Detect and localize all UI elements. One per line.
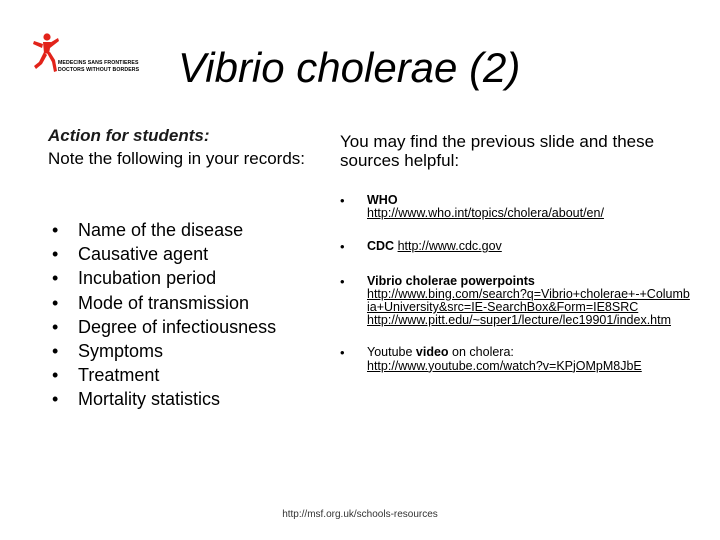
source-label: Vibrio cholerae powerpoints (367, 273, 535, 288)
source-label: WHO (367, 193, 398, 207)
msf-logo (30, 32, 142, 82)
logo-line-1: MEDECINS SANS FRONTIERES (58, 60, 139, 66)
sources-intro: You may find the previous slide and these sources helpful: (340, 132, 655, 170)
cdc-link[interactable]: http://www.cdc.gov (397, 239, 502, 254)
list-item: • Incubation period (52, 266, 276, 290)
action-heading: Action for students: (48, 126, 210, 145)
source-label-pre: Youtube (367, 345, 416, 360)
list-item: • Mode of transmission (52, 291, 276, 315)
source-cdc (340, 240, 690, 253)
bing-link[interactable]: http://www.bing.com/search?q=Vibrio+cholerae+-+Columbia+University&src=IE-SearchBox&Form=IE8SRC (367, 286, 690, 315)
list-item: • Mortality statistics (52, 387, 276, 411)
source-powerpoints (340, 275, 690, 328)
source-youtube (340, 346, 690, 372)
msf-running-man-icon (30, 32, 60, 78)
list-item: • Symptoms (52, 339, 276, 363)
topic-list (52, 218, 276, 412)
msf-logo-text (58, 60, 139, 73)
logo-line-2: DOCTORS WITHOUT BORDERS (58, 66, 140, 73)
list-item: • Name of the disease (52, 218, 276, 242)
who-link[interactable]: http://www.who.int/topics/cholera/about/en/ (367, 206, 604, 221)
list-item: • Degree of infectiousness (52, 315, 276, 339)
youtube-link[interactable]: http://www.youtube.com/watch?v=KPjOMpM8JbE (367, 358, 642, 373)
source-label: CDC (367, 239, 395, 254)
footer-url: http://msf.org.uk/schools-resources (282, 509, 438, 520)
source-label-bold: video (415, 345, 449, 360)
source-who (340, 194, 690, 220)
list-item: • Causative agent (52, 242, 276, 266)
action-block (48, 126, 308, 169)
source-label-post: on cholera: (448, 345, 514, 360)
list-item: • Treatment (52, 363, 276, 387)
slide-title: Vibrio cholerae (2) (178, 44, 521, 91)
sources-list (340, 194, 690, 373)
pitt-link[interactable]: http://www.pitt.edu/~super1/lecture/lec19901/index.htm (367, 313, 671, 328)
note-text: Note the following in your records: (48, 149, 306, 168)
